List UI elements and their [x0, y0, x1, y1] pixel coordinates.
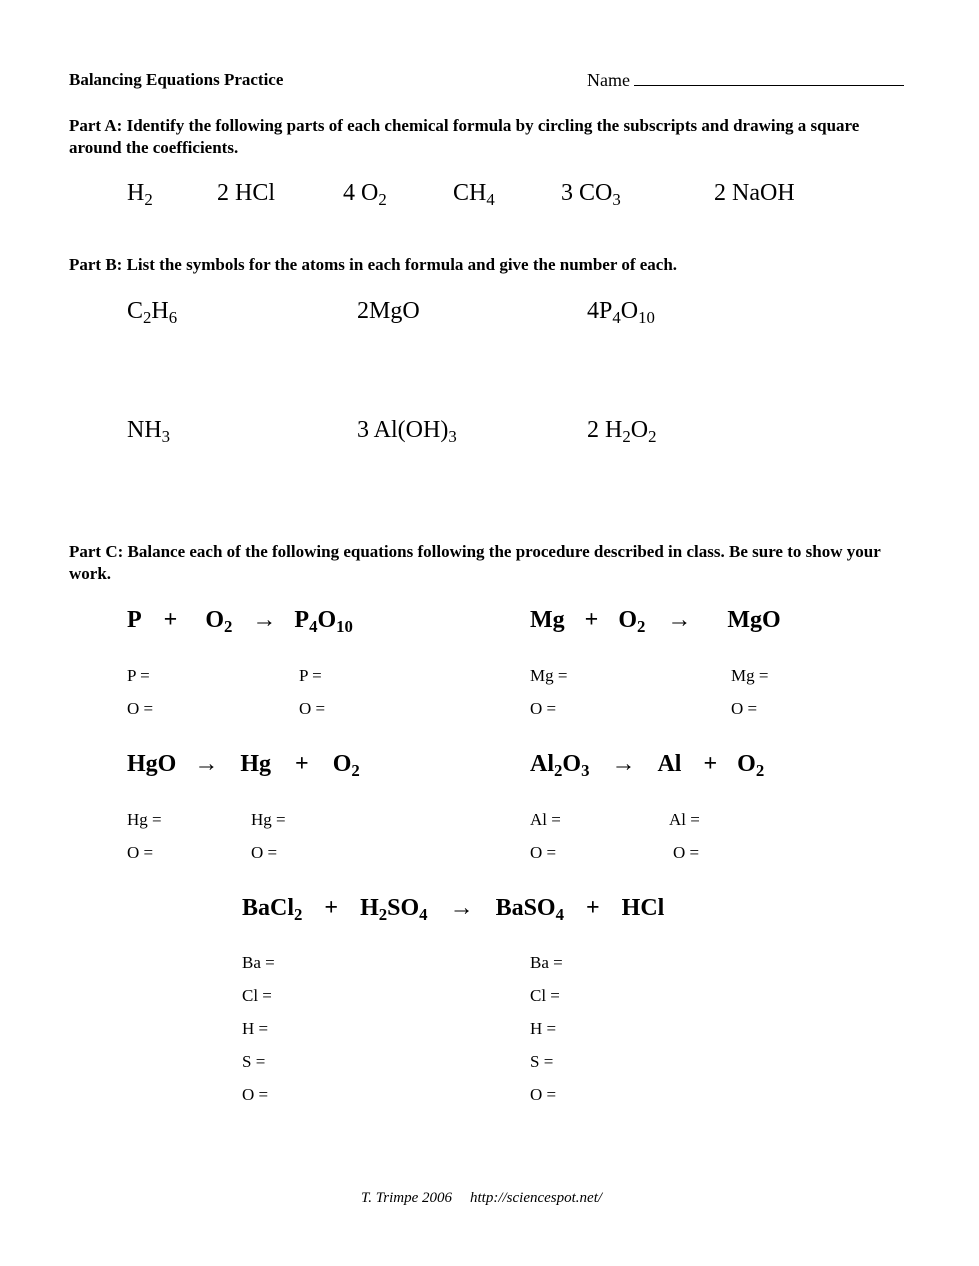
equation-2: $Mg + O_2$ → MgO — [530, 607, 781, 637]
part-b-formula-aloh3: 3 $Al(OH)_3$ — [357, 417, 457, 447]
eq4-right-label-al: Al = — [669, 810, 700, 829]
part-b-formula-p4o10: $4P_4O_{10}$ — [587, 298, 655, 328]
part-b-formula-nh3: $NH_3$ — [127, 417, 171, 447]
eq5-left-label-cl: Cl = — [242, 986, 272, 1005]
eq1-left-label-o: O = — [127, 699, 154, 718]
part-a-formula-h2: $H_2$ — [127, 180, 153, 210]
footer-url: http://sciencespot.net/ — [470, 1190, 603, 1206]
eq5-left-label-o: O = — [242, 1085, 269, 1104]
footer-author: T. Trimpe 2006 — [361, 1190, 452, 1206]
eq5-right-label-s: S = — [530, 1052, 554, 1071]
eq2-left-label-o: O = — [530, 699, 557, 718]
eq4-right-label-o: O = — [673, 843, 700, 862]
footer — [361, 1190, 602, 1207]
eq4-left-label-al: Al = — [530, 810, 561, 829]
part-b-formula-c2h6: $C_2H_6$ — [127, 298, 178, 328]
part-a-formula-hcl: 2 HCl — [217, 180, 276, 206]
eq1-left-label-p: P = — [127, 666, 150, 685]
eq3-right-label-hg: Hg = — [251, 810, 286, 829]
eq5-left-label-h: H = — [242, 1019, 269, 1038]
name-label: Name — [587, 70, 630, 90]
eq5-right-label-o: O = — [530, 1085, 557, 1104]
eq5-left-label-s: S = — [242, 1052, 266, 1071]
part-a-formula-co3: 3 $CO_3$ — [561, 180, 621, 210]
eq1-right-label-p: P = — [299, 666, 322, 685]
eq5-left-label-ba: Ba = — [242, 953, 275, 972]
part-a-formula-naoh: 2 NaOH — [714, 180, 795, 206]
part-a-formula-o2: 4 $O_2$ — [343, 180, 387, 210]
worksheet-title: Balancing Equations Practice — [69, 70, 284, 89]
name-blank-line — [634, 71, 904, 86]
eq3-right-label-o: O = — [251, 843, 278, 862]
equation-4: $Al_2O_3 \to Al + O_2$ — [530, 751, 765, 781]
eq5-right-label-h: H = — [530, 1019, 557, 1038]
equation-1: $P + O_2 \to P_4O_{10}$ — [127, 607, 353, 637]
eq2-right-label-o: O = — [731, 699, 758, 718]
eq2-right-label-mg: Mg = — [731, 666, 769, 685]
eq3-left-label-hg: Hg = — [127, 810, 162, 829]
equation-3: HgO → $Hg + O_2$ — [127, 751, 360, 781]
part-a-formula-ch4: $CH_4$ — [453, 180, 495, 210]
eq5-right-label-ba: Ba = — [530, 953, 563, 972]
eq2-left-label-mg: Mg = — [530, 666, 568, 685]
part-b-instruction: Part B: List the symbols for the atoms in each formula and give the number of each. — [69, 255, 678, 274]
eq1-right-label-o: O = — [299, 699, 326, 718]
eq3-left-label-o: O = — [127, 843, 154, 862]
eq5-right-label-cl: Cl = — [530, 986, 560, 1005]
part-a-instruction: Part A: Identify the following parts of each chemical formula by circling the subscripts and drawing a square around the coefficients. — [69, 116, 860, 157]
name-field — [587, 70, 904, 91]
part-b-formula-h2o2: 2 $H_2O_2$ — [587, 417, 657, 447]
part-b-formula-mgo: 2MgO — [357, 298, 420, 324]
eq4-left-label-o: O = — [530, 843, 557, 862]
equation-5: BaCl$_2$ + $H_2SO_4$ → BaSO$_4$ + HCl — [242, 895, 665, 925]
part-c-instruction: Part C: Balance each of the following equations following the procedure described in class. Be sure to show your work. — [69, 542, 881, 583]
